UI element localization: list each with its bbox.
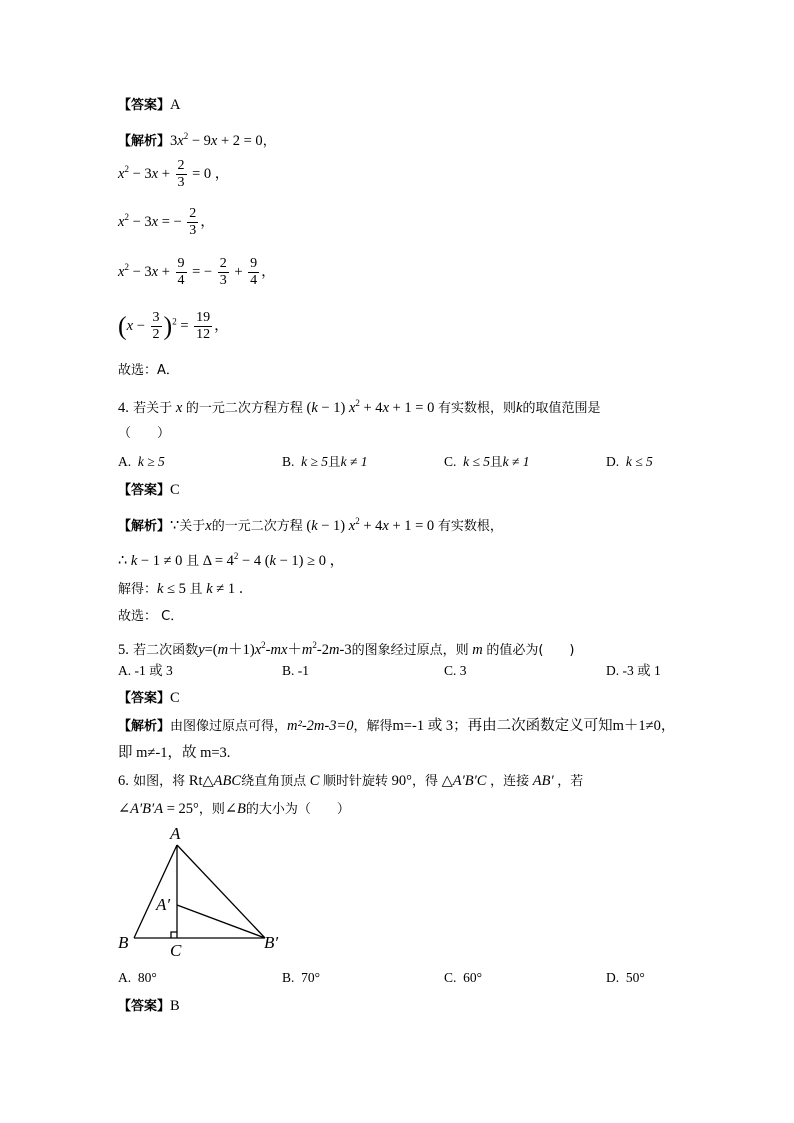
q6-option-c[interactable]: C. 60°	[444, 970, 483, 985]
q4-option-c[interactable]: C. k ≤ 5且k ≠ 1	[444, 454, 530, 469]
q4-blank: （ ）	[118, 426, 171, 441]
q5-analysis-line2: 即 m≠-1，故 m=3.	[118, 745, 231, 761]
q3-answer: 【答案】A	[118, 97, 181, 113]
right-angle-mark	[171, 932, 177, 938]
q6-option-d[interactable]: D. 50°	[606, 970, 645, 985]
equation: $3x^2 - 9x + 2 = 0$	[170, 131, 263, 149]
q6-triangle-figure	[112, 822, 302, 962]
q3-conclusion: 故选：A．	[118, 363, 179, 378]
segment-AB1	[177, 845, 265, 938]
q4-option-b[interactable]: B. k ≥ 5且k ≠ 1	[282, 454, 368, 469]
q4-analysis: 【解析】∵关于x的一元二次方程 (k − 1) $x^2 + 4x + 1 = 0$ 有实数根，	[118, 516, 503, 534]
q5-option-d[interactable]: D. -3 或 1	[606, 663, 661, 678]
q4-stem: 4. 若关于 x 的一元二次方程方程 (k − 1) $x^2 + 4x + 1 = 0$ 有实数根，则k的取值范围是	[118, 398, 601, 416]
q4-therefore: ∴ k − 1 ≠ 0 且 $\Delta = 4^2 - 4$ (k − 1) ≥ 0 ，	[118, 551, 345, 569]
q6-option-b[interactable]: B. 70°	[282, 970, 321, 985]
q6-stem: 6. 如图，将 Rt△ABC绕直角顶点 C 顺时针旋转 90°，得 △A′B′C ，连接 AB′ ，若	[118, 773, 584, 789]
q5-analysis: 【解析】由图像过原点可得，m²-2m-3=0，解得m=-1 或 3；再由二次函数定义可知m＋1≠0，	[118, 718, 676, 734]
q5-answer: 【答案】C	[118, 690, 180, 706]
q6-answer: 【答案】B	[118, 998, 180, 1014]
segment-BA	[134, 845, 177, 938]
q5-stem: 5. 若二次函数$y=(m+1)x^2-mx+m^2-2m-3$的图象经过原点，则 m 的值必为( )	[118, 640, 575, 658]
label-C: C	[170, 941, 182, 960]
q5-option-c[interactable]: C. 3	[444, 663, 467, 678]
q5-option-b[interactable]: B. -1	[282, 663, 310, 678]
q5-option-a[interactable]: A. -1 或 3	[118, 663, 173, 678]
q4-option-a[interactable]: A. k ≥ 5	[118, 454, 165, 469]
label-A-prime: A′	[156, 895, 171, 914]
q6-stem-line2: ∠A′B′A = 25°，则∠B的大小为（ ）	[118, 801, 350, 817]
q3-analysis-step4: $x^2 - 3x$ + $\frac{9}{4}$ = − $\frac{2}{3}$ + $\frac{9}{4}$ ，	[118, 256, 276, 288]
segment-A1B1	[177, 905, 265, 938]
q6-option-a[interactable]: A. 80°	[118, 970, 157, 985]
label-A: A	[170, 824, 181, 843]
q3-analysis-step1: 【解析】$3x^2 - 9x + 2 = 0$，	[118, 131, 276, 149]
label-B: B	[118, 933, 129, 952]
q4-solve: 解得：k ≤ 5 且 k ≠ 1 ．	[118, 581, 254, 597]
q3-analysis-step3: $x^2 - 3x$ = − $\frac{2}{3}$ ，	[118, 206, 215, 238]
label-B-prime: B′	[264, 933, 279, 952]
because-symbol: ∵	[170, 517, 180, 534]
q4-conclusion: 故选： C．	[118, 609, 184, 624]
q3-analysis-step5: (x − $\frac{3}{2}$ )$^2$ = $\frac{19}{12}$ ，	[118, 310, 229, 342]
q4-option-d[interactable]: D. k ≤ 5	[606, 454, 653, 469]
q4-answer: 【答案】C	[118, 482, 180, 498]
q3-analysis-step2: $x^2 - 3x$ + $\frac{2}{3}$ = 0 ，	[118, 158, 230, 190]
